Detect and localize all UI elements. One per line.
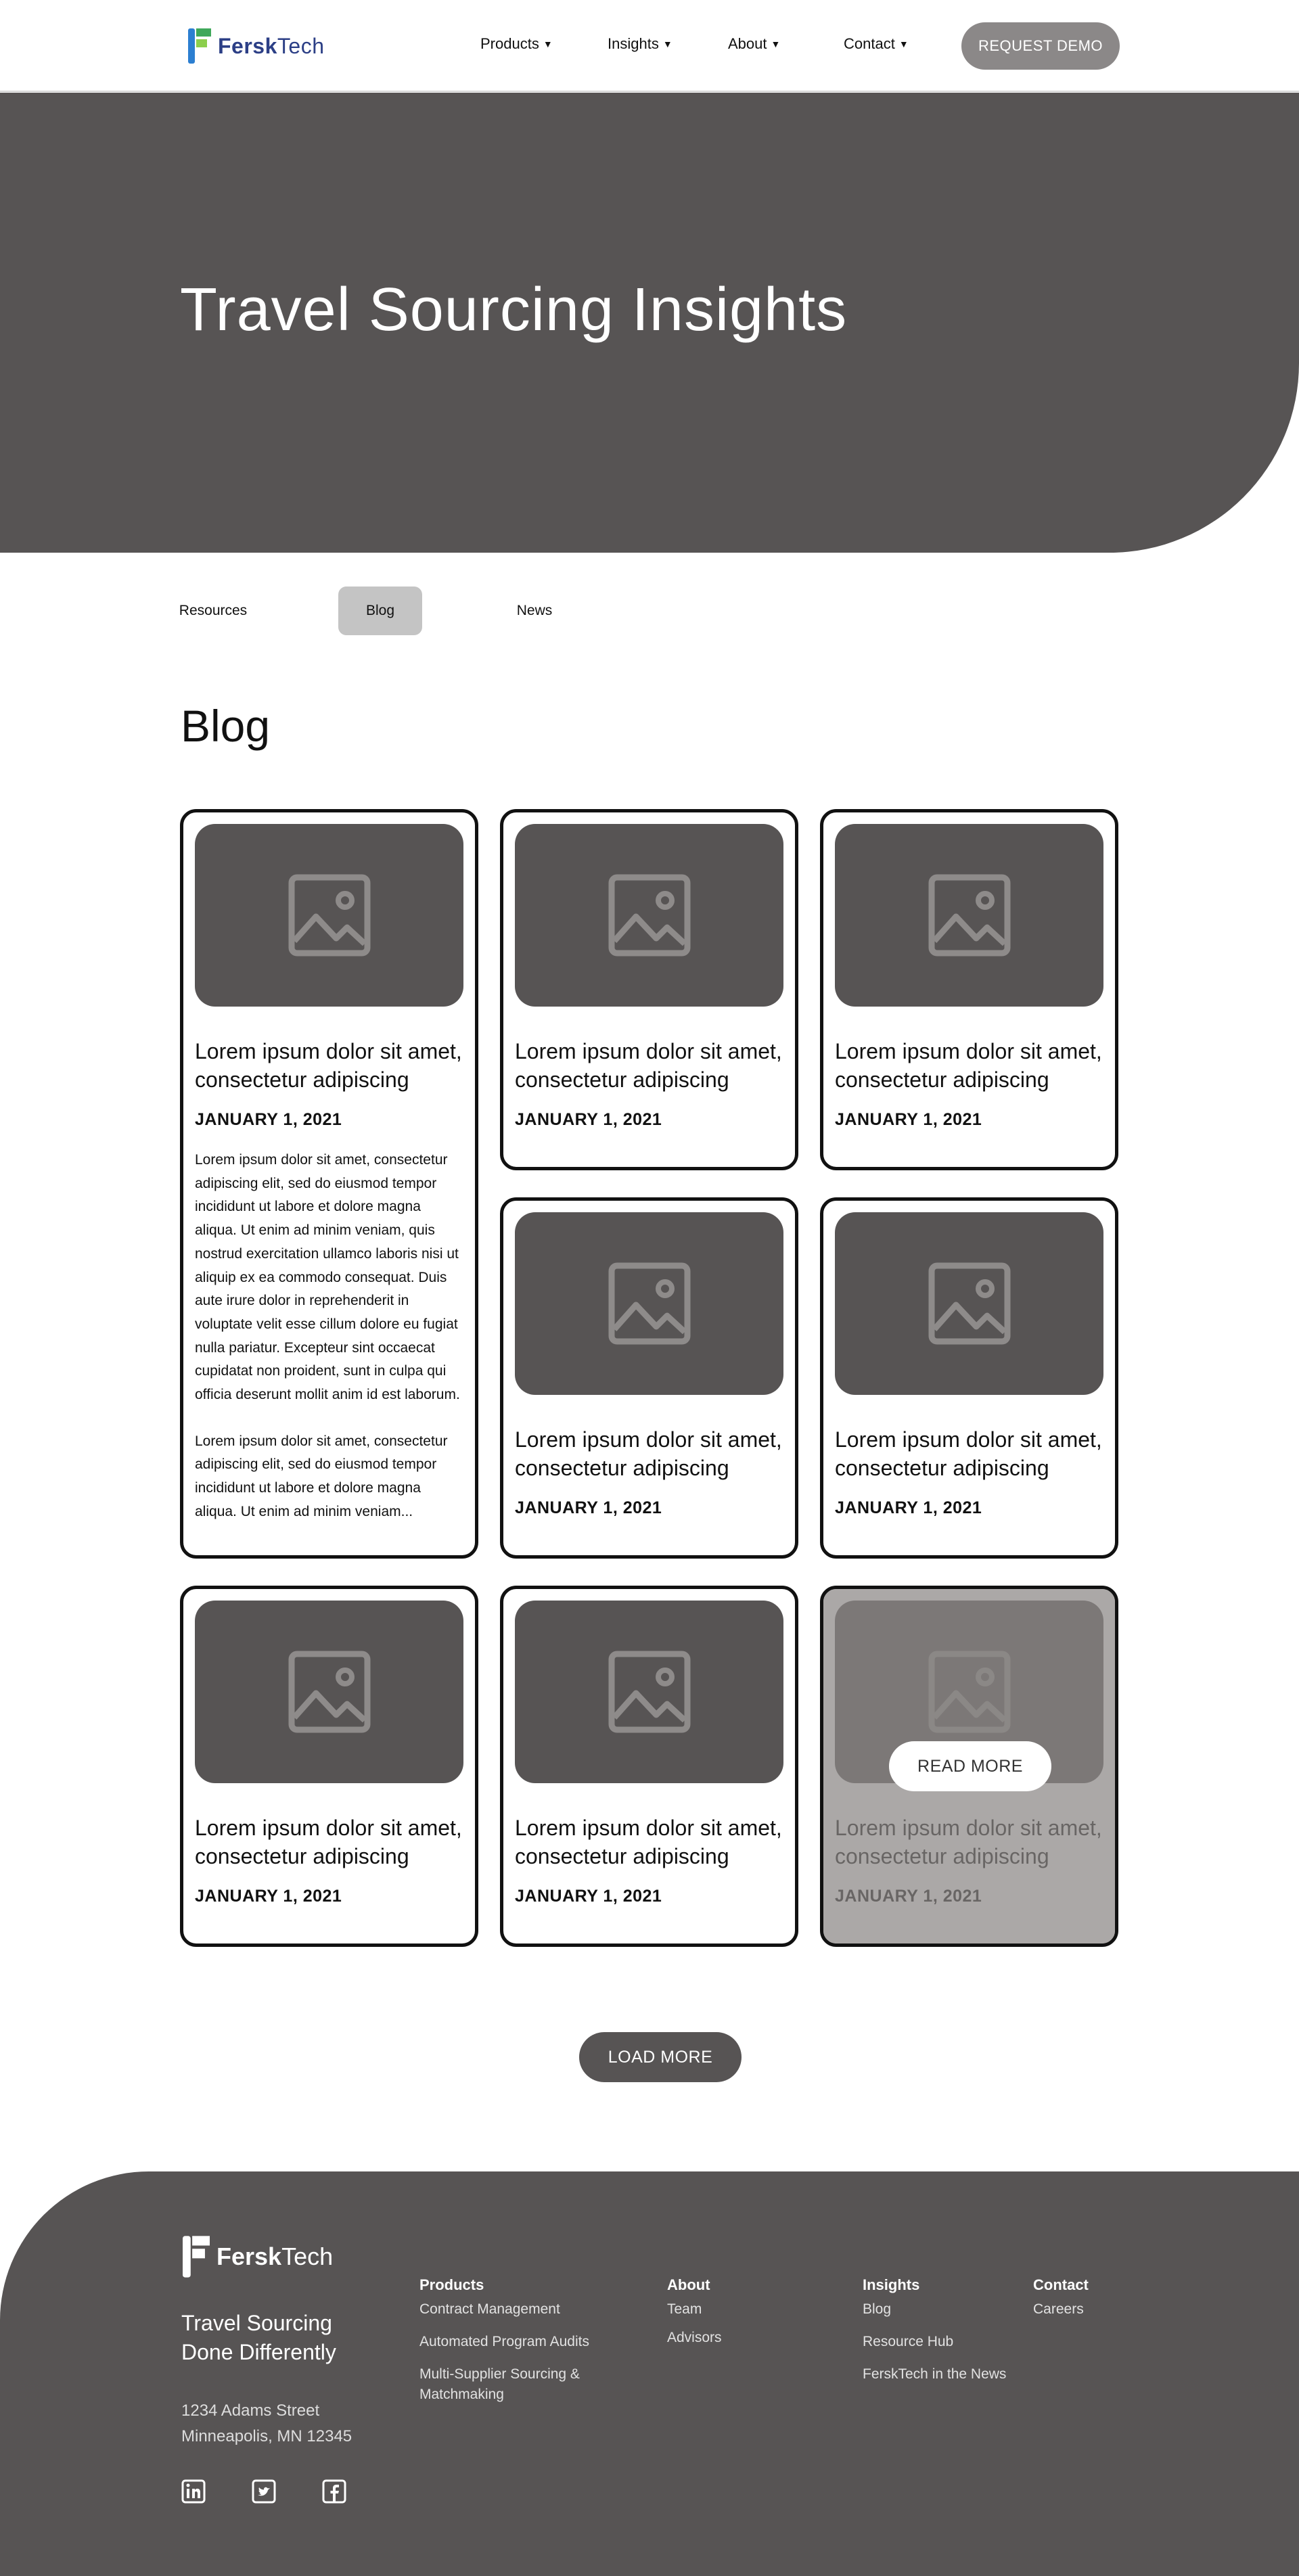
footer-logo[interactable] <box>183 2236 333 2278</box>
caret-down-icon: ▼ <box>662 39 673 49</box>
image-placeholder-icon <box>288 873 371 957</box>
card-date: JANUARY 1, 2021 <box>195 1887 342 1906</box>
nav-products-label: Products <box>480 35 539 52</box>
blog-card[interactable] <box>180 1586 478 1947</box>
card-date: JANUARY 1, 2021 <box>835 1110 982 1129</box>
footer-link[interactable]: FerskTech in the News <box>863 2366 1007 2382</box>
footer-link[interactable]: Resource Hub <box>863 2334 954 2349</box>
nav-about[interactable] <box>728 35 780 53</box>
footer-col-heading: Products <box>419 2276 484 2293</box>
image-placeholder-icon <box>608 1650 691 1734</box>
image-placeholder-icon <box>928 873 1011 957</box>
tab-resources[interactable]: Resources <box>179 603 248 618</box>
site-header <box>0 0 1299 92</box>
site-footer <box>0 2171 1299 2576</box>
card-image <box>515 1601 783 1783</box>
card-date: JANUARY 1, 2021 <box>515 1887 662 1906</box>
footer-link[interactable]: Multi-Supplier Sourcing & Matchmaking <box>419 2366 580 2402</box>
caret-down-icon: ▼ <box>771 39 781 49</box>
nav-insights[interactable] <box>608 35 673 53</box>
footer-link[interactable]: Contract Management <box>419 2301 560 2317</box>
load-more-button[interactable]: LOAD MORE <box>579 2032 742 2082</box>
blog-card[interactable] <box>500 1586 798 1947</box>
footer-col-about <box>667 2276 802 2348</box>
hero-banner <box>0 93 1299 553</box>
footer-col-heading: Insights <box>863 2276 920 2293</box>
nav-contact[interactable] <box>844 35 909 53</box>
card-title: Lorem ipsum dolor sit amet, consectetur adipiscing <box>515 1816 782 1868</box>
caret-down-icon: ▼ <box>543 39 553 49</box>
nav-about-label: About <box>728 35 767 52</box>
address-line: 1234 Adams Street <box>181 2401 320 2420</box>
footer-col-contact <box>1033 2276 1168 2320</box>
card-image <box>515 824 783 1007</box>
linkedin-icon[interactable] <box>181 2479 206 2504</box>
card-title: Lorem ipsum dolor sit amet, consectetur adipiscing <box>195 1816 462 1868</box>
footer-link[interactable]: Blog <box>863 2301 892 2317</box>
card-date: JANUARY 1, 2021 <box>515 1110 662 1129</box>
footer-link[interactable]: Automated Program Audits <box>419 2334 589 2349</box>
fersktech-logo-icon <box>188 28 211 64</box>
logo[interactable] <box>188 28 324 64</box>
card-title: Lorem ipsum dolor sit amet, consectetur adipiscing <box>515 1039 782 1092</box>
logo-wordmark: FerskTech <box>218 33 325 58</box>
blog-card-hovered[interactable] <box>820 1586 1118 1947</box>
card-title: Lorem ipsum dolor sit amet, consectetur adipiscing <box>835 1039 1102 1092</box>
section-title: Blog <box>181 701 271 751</box>
footer-col-products <box>419 2276 622 2405</box>
card-title: Lorem ipsum dolor sit amet, consectetur adipiscing <box>195 1039 462 1092</box>
card-image <box>835 824 1103 1007</box>
image-placeholder-icon <box>608 1262 691 1346</box>
blog-card-featured[interactable] <box>180 809 478 1559</box>
card-date: JANUARY 1, 2021 <box>195 1110 342 1129</box>
card-title: Lorem ipsum dolor sit amet, consectetur adipiscing <box>515 1427 782 1480</box>
card-image <box>195 824 463 1007</box>
image-placeholder-icon <box>608 873 691 957</box>
hero-title: Travel Sourcing Insights <box>180 276 848 344</box>
blog-card[interactable] <box>500 1197 798 1559</box>
card-image <box>195 1601 463 1783</box>
card-date: JANUARY 1, 2021 <box>835 1498 982 1517</box>
footer-logo-wordmark: FerskTech <box>216 2242 334 2270</box>
blog-card[interactable] <box>820 809 1118 1170</box>
footer-tagline: Travel Sourcing Done Differently <box>181 2311 336 2364</box>
image-placeholder-icon <box>288 1650 371 1734</box>
card-date: JANUARY 1, 2021 <box>515 1498 662 1517</box>
image-placeholder-icon <box>928 1262 1011 1346</box>
card-image <box>835 1212 1103 1395</box>
nav-products[interactable] <box>480 35 553 53</box>
tab-news[interactable]: News <box>516 603 553 618</box>
read-more-button[interactable]: READ MORE <box>889 1741 1051 1791</box>
footer-col-heading: About <box>667 2276 710 2293</box>
request-demo-button[interactable]: REQUEST DEMO <box>961 22 1120 70</box>
fersktech-logo-icon <box>183 2236 210 2278</box>
card-title: Lorem ipsum dolor sit amet, consectetur adipiscing <box>835 1427 1102 1480</box>
tab-blog[interactable]: Blog <box>338 586 422 635</box>
card-image <box>515 1212 783 1395</box>
footer-col-heading: Contact <box>1033 2276 1089 2293</box>
card-paragraph: Lorem ipsum dolor sit amet, consectetur adipiscing elit, sed do eiusmod tempor incididunt ut labore et dolore magna aliqua. Ut enim ad minim veniam... <box>195 1433 448 1519</box>
card-paragraph: Lorem ipsum dolor sit amet, consectetur adipiscing elit, sed do eiusmod tempor incididunt ut labore et dolore magna aliqua. Ut enim ad minim veniam, quis nostrud exercitation ullamco laboris nisi ut aliquip ex ea commodo consequat. Duis aute irure dolor in reprehenderit in voluptate velit esse cillum dolore eu fugiat nulla pariatur. Excepteur sint occaecat cupidatat non proident, sunt in culpa qui officia deserunt mollit anim id est laborum. <box>195 1152 460 1403</box>
address-line: Minneapolis, MN 12345 <box>181 2427 352 2445</box>
card-excerpt <box>195 1149 465 1524</box>
blog-card[interactable] <box>500 809 798 1170</box>
twitter-icon[interactable] <box>252 2479 276 2504</box>
footer-link[interactable]: Team <box>667 2301 702 2317</box>
footer-col-insights <box>863 2276 1039 2385</box>
footer-link[interactable]: Careers <box>1033 2301 1084 2317</box>
footer-link[interactable]: Advisors <box>667 2330 722 2345</box>
footer-address <box>181 2398 352 2450</box>
facebook-icon[interactable] <box>322 2479 346 2504</box>
blog-card[interactable] <box>820 1197 1118 1559</box>
nav-contact-label: Contact <box>844 35 895 52</box>
caret-down-icon: ▼ <box>898 39 909 49</box>
nav-insights-label: Insights <box>608 35 659 52</box>
